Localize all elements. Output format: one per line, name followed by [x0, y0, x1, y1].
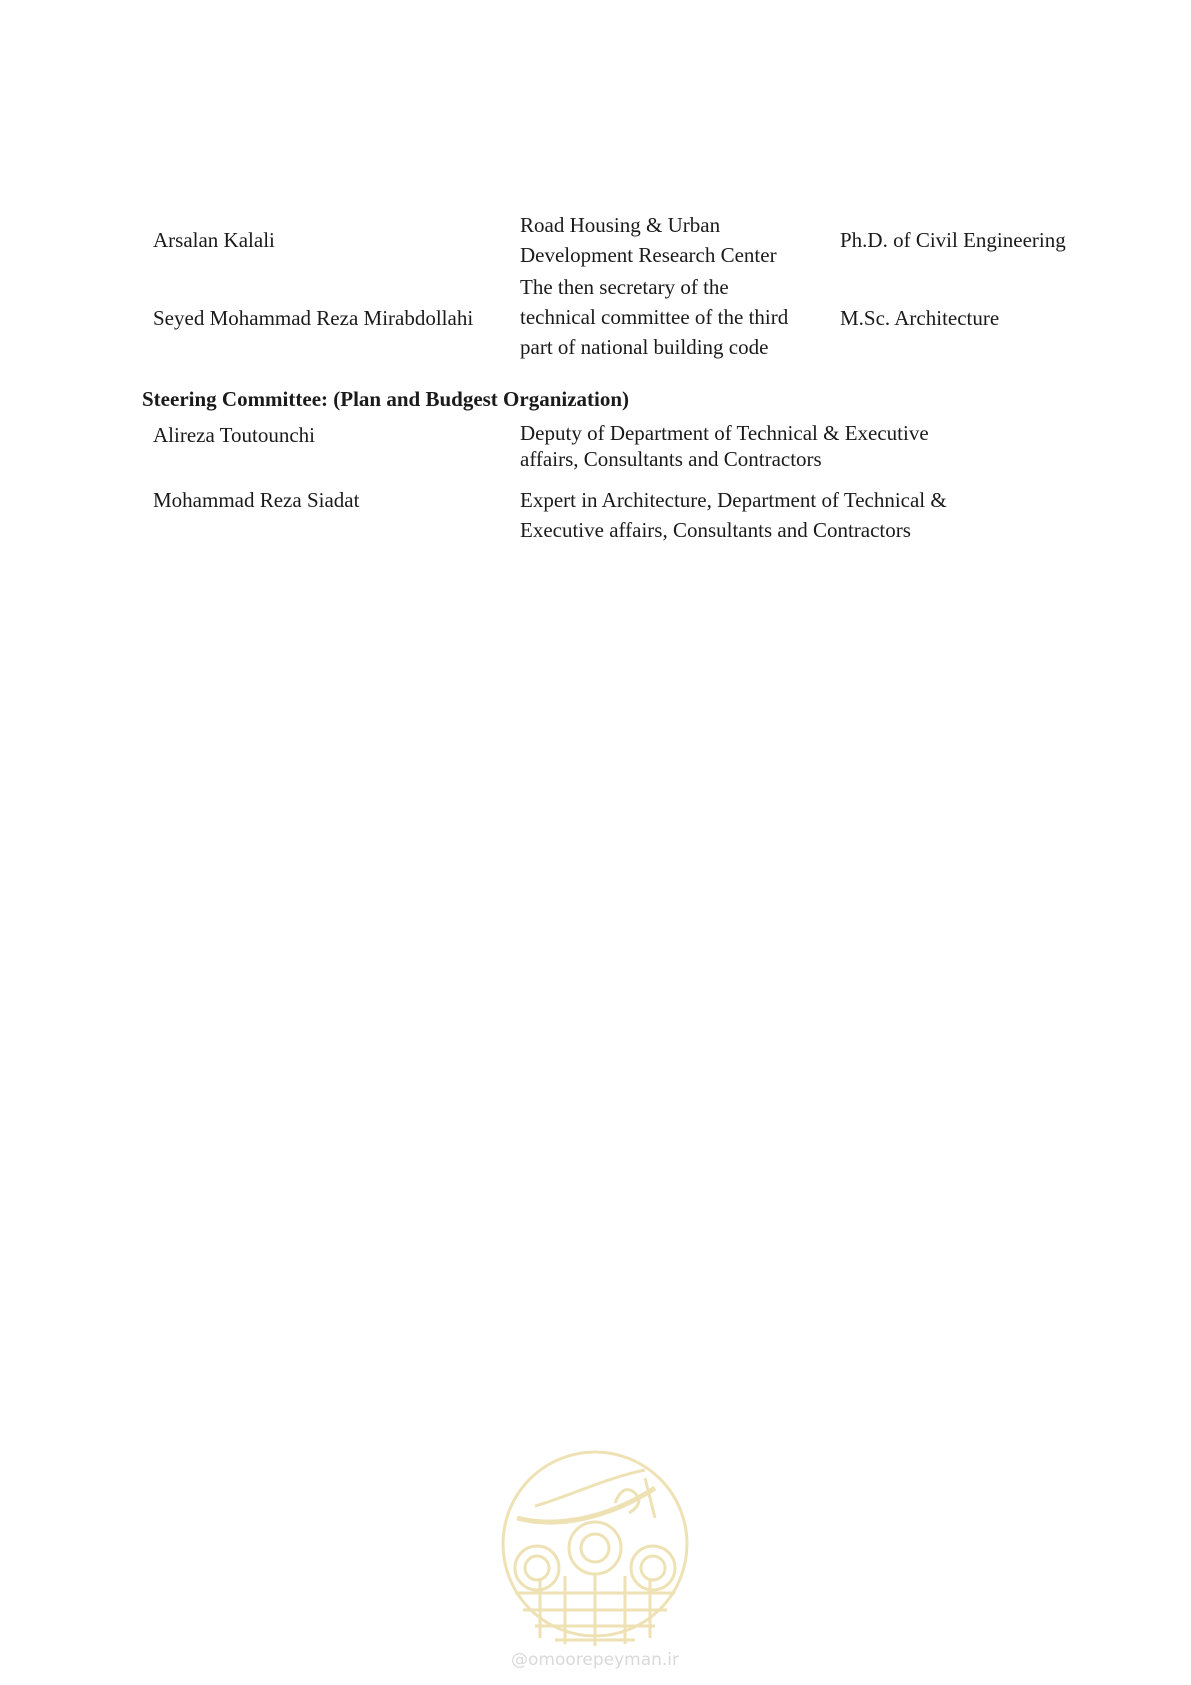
organization-line: technical committee of the third [520, 305, 789, 329]
member-degree: Ph.D. of Civil Engineering [840, 228, 1066, 252]
member-name: Seyed Mohammad Reza Mirabdollahi [153, 306, 474, 330]
watermark-logo-icon [495, 1448, 695, 1648]
role-line: Deputy of Department of Technical & Executive [520, 421, 929, 445]
organization-line: Development Research Center [520, 243, 777, 267]
watermark-site: @omoorepeyman.ir [510, 1650, 680, 1670]
member-row [0, 272, 1191, 364]
steering-member-name: Mohammad Reza Siadat [153, 488, 360, 512]
organization-line: The then secretary of the [520, 275, 729, 299]
role-line: Expert in Architecture, Department of Technical & [520, 488, 947, 512]
member-degree: M.Sc. Architecture [840, 306, 1000, 330]
watermark [495, 1448, 695, 1678]
steering-member-role [520, 485, 947, 545]
steering-member-name: Alireza Toutounchi [153, 423, 316, 447]
steering-committee-heading: Steering Committee: (Plan and Budgest Organization) [142, 387, 630, 411]
role-line: Executive affairs, Consultants and Contractors [520, 518, 911, 542]
member-name: Arsalan Kalali [153, 228, 275, 252]
member-organization [520, 210, 777, 270]
organization-line: Road Housing & Urban [520, 213, 721, 237]
role-line: affairs, Consultants and Contractors [520, 447, 822, 471]
member-organization [520, 272, 788, 362]
steering-member-role [520, 420, 929, 472]
organization-line: part of national building code [520, 335, 769, 359]
member-row [0, 210, 1191, 272]
